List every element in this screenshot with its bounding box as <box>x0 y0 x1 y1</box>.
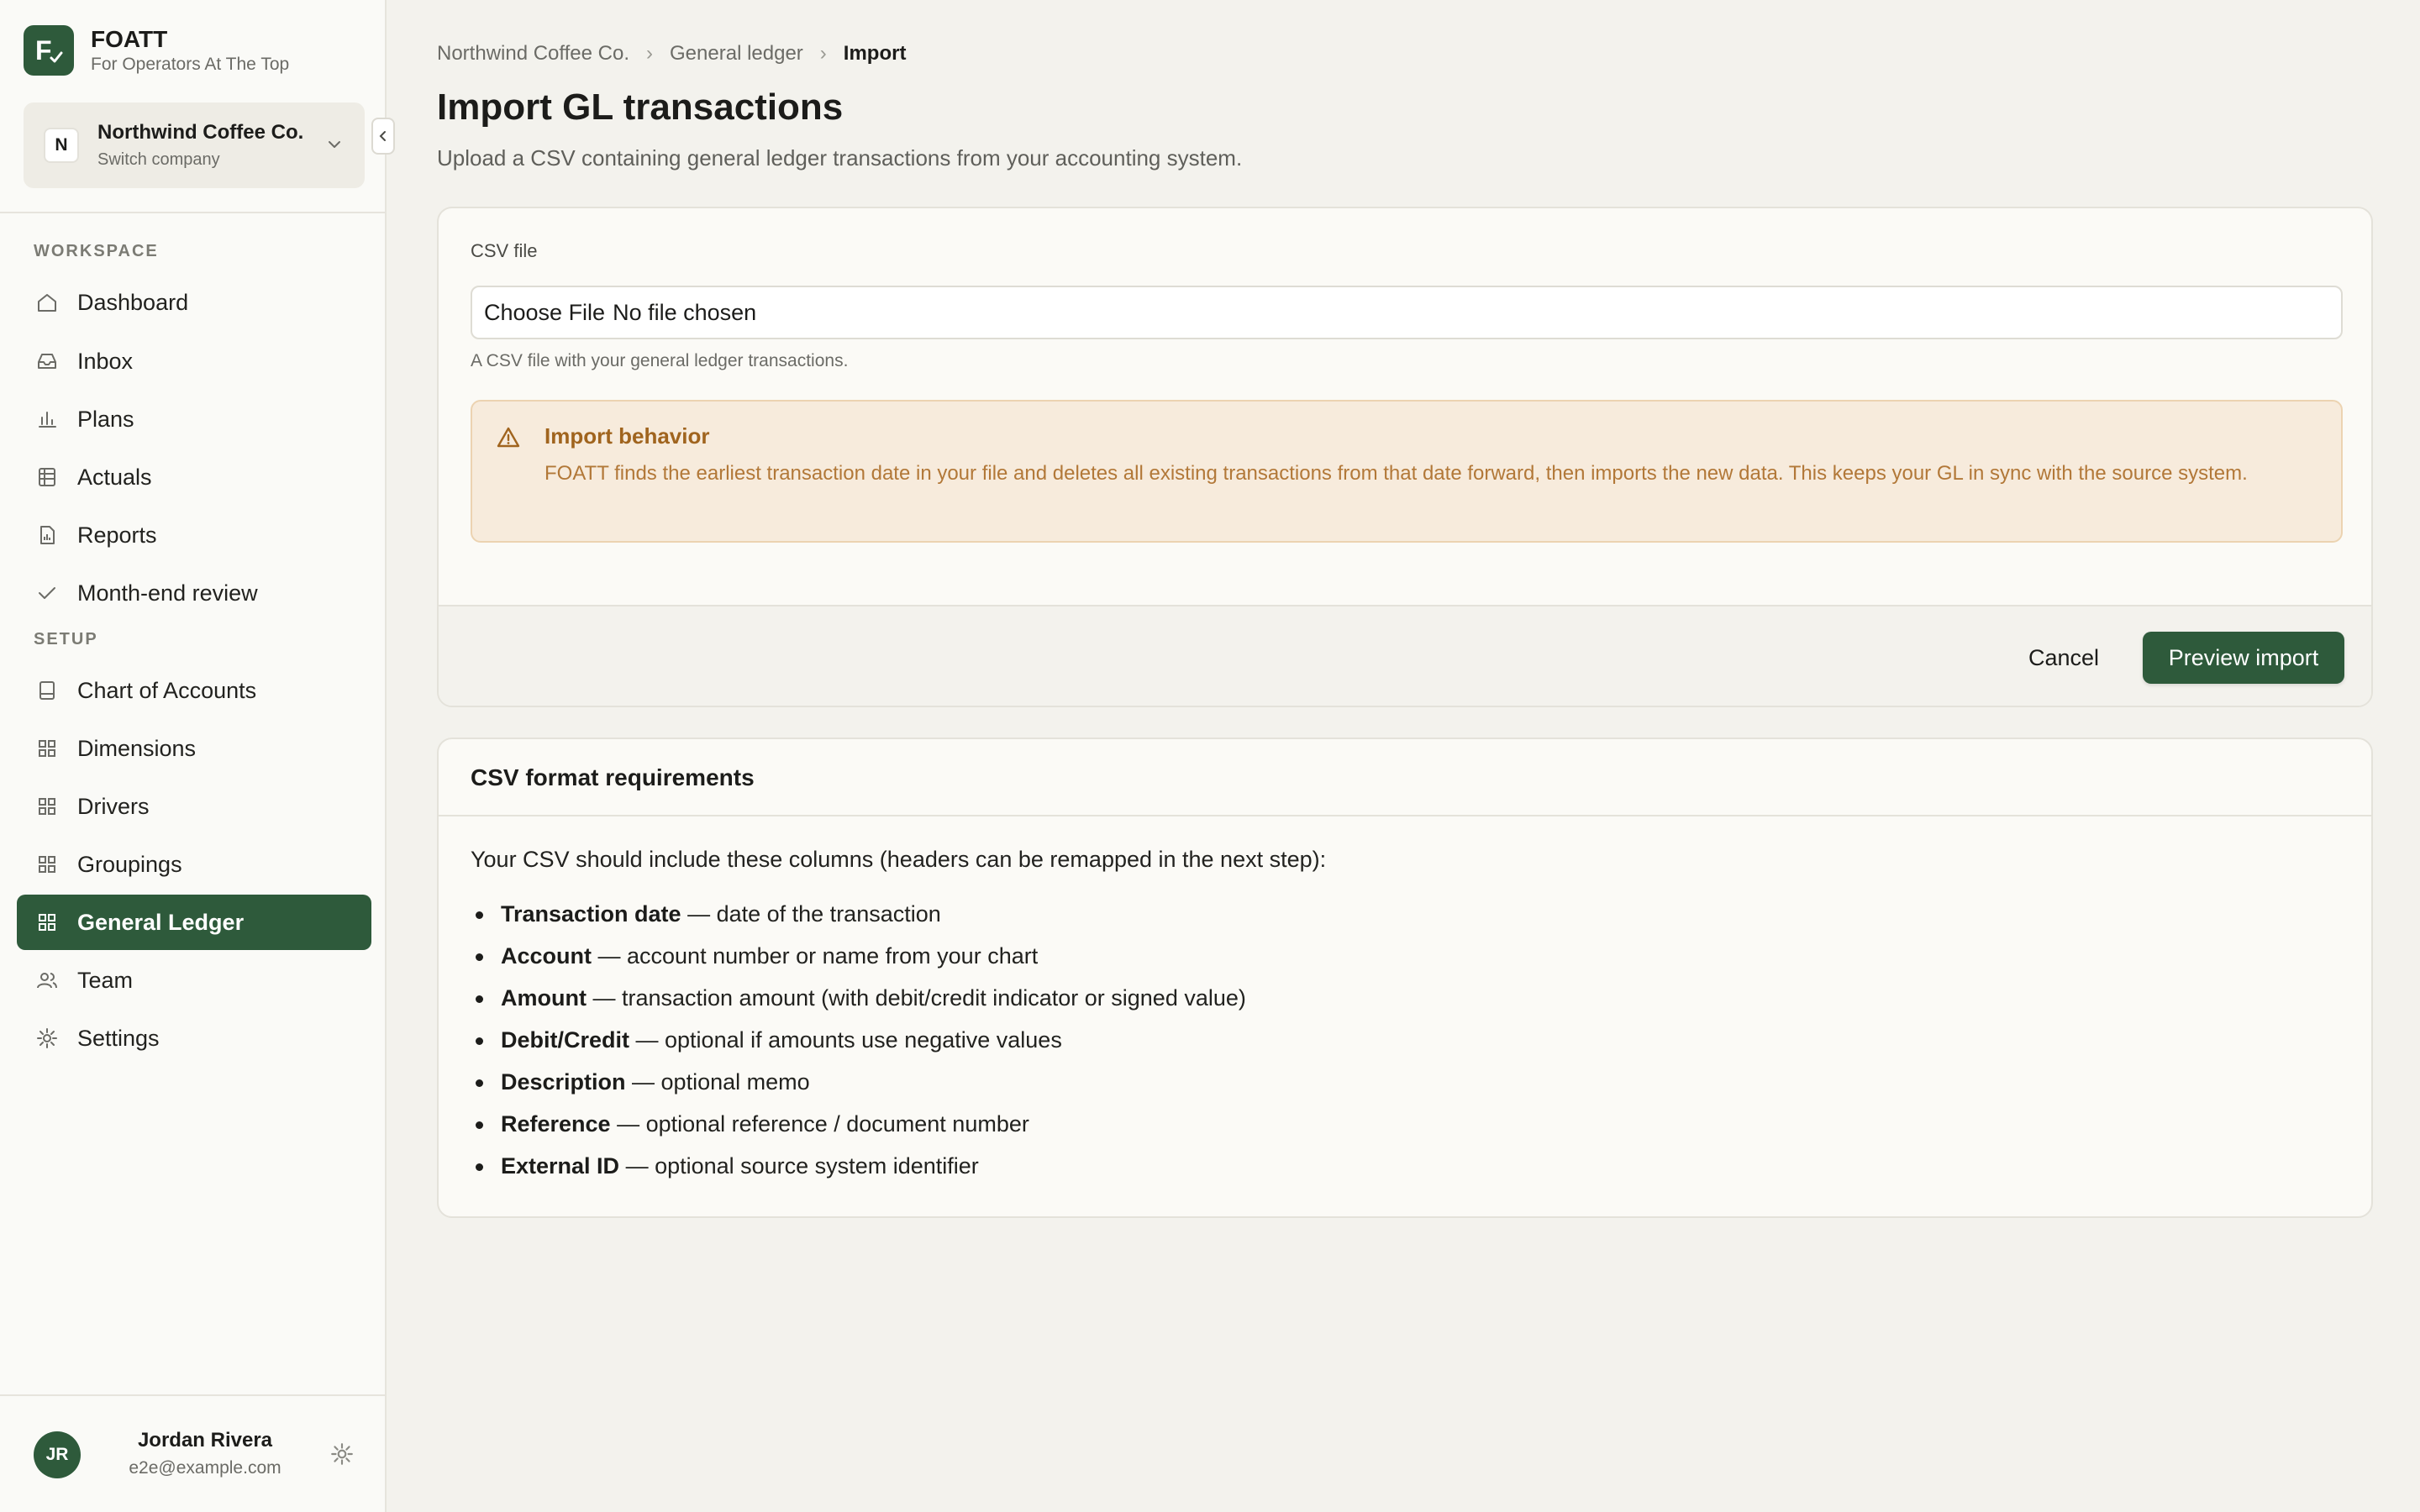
sidebar-item-general-ledger[interactable] <box>17 895 371 950</box>
grid-icon <box>34 851 60 878</box>
column-description: — transaction amount (with debit/credit indicator or signed value) <box>586 985 1246 1011</box>
sidebar-item-plans[interactable] <box>17 391 371 447</box>
csv-requirements-card <box>437 738 2373 1218</box>
user-info <box>104 1428 306 1480</box>
list-item <box>471 1067 1246 1109</box>
sidebar-item-label: Inbox <box>77 348 134 374</box>
page-subtitle: Upload a CSV containing general ledger transactions from your accounting system. <box>437 145 1243 171</box>
page-title: Import GL transactions <box>437 87 844 128</box>
grid-icon <box>34 909 60 936</box>
preview-import-button[interactable]: Preview import <box>2143 632 2344 684</box>
section-label-workspace: WORKSPACE <box>34 242 159 260</box>
column-description: — optional if amounts use negative values <box>629 1027 1062 1053</box>
sidebar-collapse-button[interactable] <box>371 118 395 155</box>
sidebar-item-label: Actuals <box>77 464 152 490</box>
sidebar-item-dashboard[interactable] <box>17 275 371 330</box>
brand-name: FOATT <box>91 26 168 52</box>
check-icon <box>34 580 60 606</box>
bar-chart-icon <box>34 406 60 433</box>
sidebar-item-actuals[interactable] <box>17 449 371 505</box>
user-settings-button[interactable] <box>329 1441 355 1467</box>
sidebar-item-drivers[interactable] <box>17 779 371 834</box>
sidebar-item-month-end-review[interactable] <box>17 565 371 621</box>
column-name: Debit/Credit <box>501 1027 630 1053</box>
breadcrumb <box>437 42 906 66</box>
divider <box>0 1394 385 1396</box>
csv-file-help: A CSV file with your general ledger transactions. <box>471 351 849 370</box>
sidebar-item-label: Dimensions <box>77 735 197 761</box>
list-item <box>471 1109 1246 1151</box>
column-name: Reference <box>501 1111 611 1137</box>
section-label-setup: SETUP <box>34 630 98 648</box>
grid-icon <box>34 793 60 820</box>
sidebar-item-label: Drivers <box>77 793 150 819</box>
file-status-text: No file chosen <box>613 299 757 325</box>
breadcrumb-separator: › <box>646 42 654 65</box>
breadcrumb-general-ledger[interactable]: General ledger <box>670 42 803 65</box>
brand[interactable] <box>24 25 289 76</box>
sidebar-item-label: Settings <box>77 1025 160 1051</box>
sidebar-item-label: Plans <box>77 406 134 432</box>
home-icon <box>34 289 60 316</box>
column-name: Account <box>501 943 592 969</box>
sidebar-item-label: Reports <box>77 522 157 548</box>
column-name: Transaction date <box>501 901 681 927</box>
avatar[interactable]: JR <box>34 1431 81 1478</box>
list-item <box>471 899 1246 941</box>
csv-file-input[interactable] <box>471 286 2343 339</box>
column-description: — date of the transaction <box>681 901 941 927</box>
sidebar-item-chart-of-accounts[interactable] <box>17 663 371 718</box>
sidebar-item-settings[interactable] <box>17 1011 371 1066</box>
gear-icon <box>329 1441 355 1467</box>
list-item <box>471 941 1246 983</box>
breadcrumb-separator: › <box>819 42 827 65</box>
svg-text:F: F <box>35 35 52 66</box>
column-description: — optional reference / document number <box>610 1111 1029 1137</box>
sidebar-item-label: Month-end review <box>77 580 258 606</box>
switch-company-label: Switch company <box>97 150 220 169</box>
user-email: e2e@example.com <box>129 1458 281 1478</box>
alert-body: FOATT finds the earliest transaction date in your file and deletes all existing transactions from that date forward, then imports the new data. This keeps your GL in sync with the source system. <box>544 462 2248 485</box>
list-item <box>471 1025 1246 1067</box>
column-name: Description <box>501 1069 626 1095</box>
choose-file-button[interactable]: Choose File <box>484 299 606 325</box>
inbox-icon <box>34 348 60 375</box>
grid-icon <box>34 735 60 762</box>
book-icon <box>34 677 60 704</box>
requirements-list <box>471 899 1246 1193</box>
sidebar-item-inbox[interactable] <box>17 333 371 389</box>
user-name: Jordan Rivera <box>137 1429 273 1452</box>
sidebar-item-groupings[interactable] <box>17 837 371 892</box>
breadcrumb-current: Import <box>843 42 907 65</box>
breadcrumb-company[interactable]: Northwind Coffee Co. <box>437 42 630 65</box>
column-description: — optional memo <box>625 1069 810 1095</box>
users-icon <box>34 967 60 994</box>
column-name: Amount <box>501 985 587 1011</box>
sidebar-item-label: Dashboard <box>77 289 189 315</box>
company-switcher[interactable] <box>24 102 365 188</box>
requirements-title: CSV format requirements <box>471 764 755 790</box>
chevron-down-icon <box>326 136 343 153</box>
sidebar <box>0 0 387 1512</box>
sidebar-item-label: General Ledger <box>77 909 245 935</box>
divider <box>0 212 385 213</box>
upload-card-footer <box>439 605 2371 707</box>
warning-icon <box>496 425 521 450</box>
gear-icon <box>34 1025 60 1052</box>
import-behavior-alert <box>471 400 2343 543</box>
logo-f-check-icon <box>30 32 67 69</box>
sidebar-item-label: Groupings <box>77 851 182 877</box>
brand-tagline: For Operators At The Top <box>91 55 290 74</box>
list-item <box>471 983 1246 1025</box>
company-avatar: N <box>44 128 79 163</box>
chevron-left-icon <box>377 130 389 142</box>
table-icon <box>34 464 60 491</box>
sidebar-item-dimensions[interactable] <box>17 721 371 776</box>
divider <box>439 815 2371 816</box>
column-description: — optional source system identifier <box>619 1153 979 1179</box>
list-item <box>471 1151 1246 1193</box>
csv-file-label: CSV file <box>471 240 538 261</box>
company-name: Northwind Coffee Co. <box>97 121 304 144</box>
column-description: — account number or name from your chart <box>592 943 1039 969</box>
sidebar-item-label: Team <box>77 967 134 993</box>
alert-title: Import behavior <box>544 423 710 449</box>
sidebar-item-team[interactable] <box>17 953 371 1008</box>
sidebar-item-label: Chart of Accounts <box>77 677 257 703</box>
column-name: External ID <box>501 1153 620 1179</box>
cancel-button[interactable]: Cancel <box>2028 644 2100 670</box>
upload-card <box>437 207 2373 707</box>
report-icon <box>34 522 60 549</box>
brand-logo <box>24 25 74 76</box>
sidebar-item-reports[interactable] <box>17 507 371 563</box>
requirements-intro: Your CSV should include these columns (headers can be remapped in the next step): <box>471 847 1327 872</box>
